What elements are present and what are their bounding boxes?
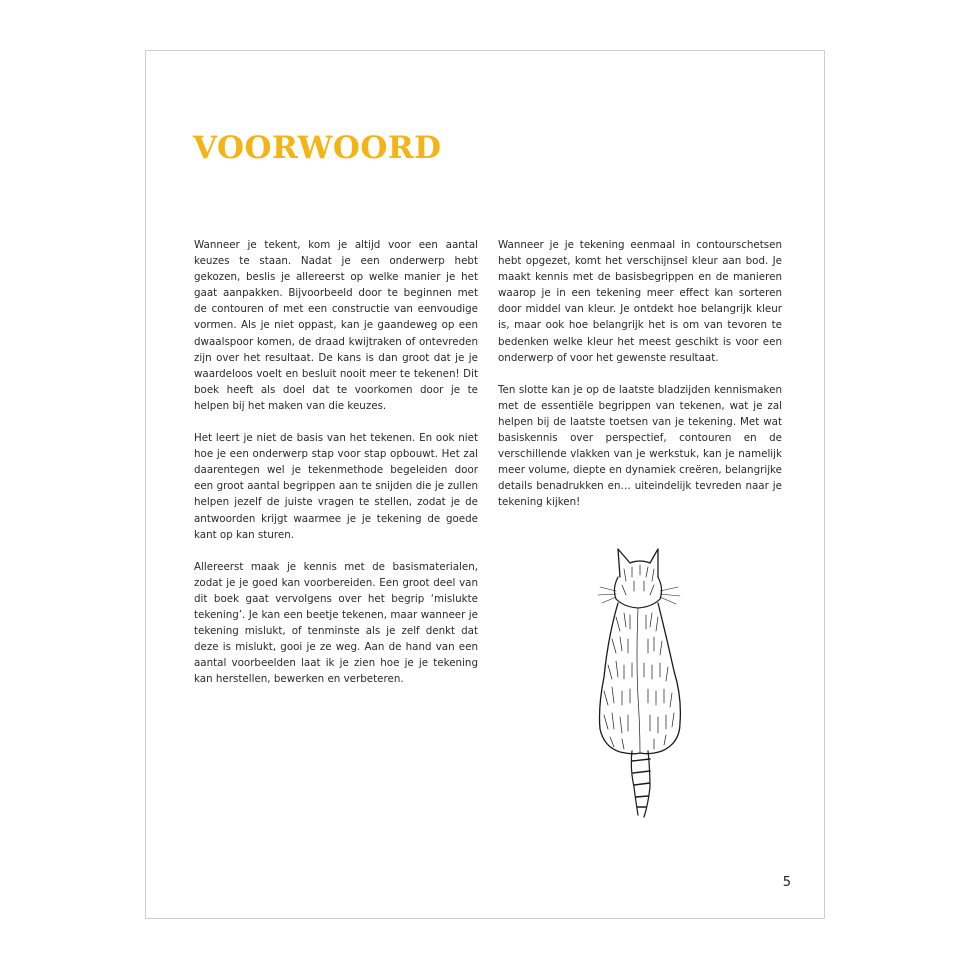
page-title: VOORWOORD — [193, 130, 442, 166]
right-column — [498, 237, 782, 527]
paragraph: Wanneer je je tekening eenmaal in contourschetsen hebt opgezet, komt het verschijnsel kleur aan bod. Je maakt kennis met de basisbegrippen en de manieren waarop je in een tekening meer effect kan sorteren door middel van kleur. Je ontdekt hoe belangrijk kleur is, maar ook hoe belangrijk het is om van tevoren te bedenken welke kleur het meest geschikt is voor een onderwerp of voor het gewenste resultaat. — [498, 239, 782, 364]
cat-sketch-icon — [594, 547, 686, 822]
paragraph: Wanneer je tekent, kom je altijd voor een aantal keuzes te staan. Nadat je een onderwerp hebt gekozen, beslis je allereerst op welke manier je het gaat aanpakken. Bijvoorbeeld door te beginnen met de contouren of met een constructie van eenvoudige vormen. Als je niet oppast, kan je gaandeweg op een dwaalspoor komen, de draad kwijtraken of ontevreden zijn over het resultaat. De kans is dan groot dat je je waardeloos voelt en besluit nooit meer te tekenen! Dit boek heeft als doel dat te voorkomen door je te helpen bij het maken van die keuzes. — [194, 239, 478, 412]
page-number: 5 — [782, 875, 791, 890]
paragraph: Allereerst maak je kennis met de basismaterialen, zodat je je goed kan voorbereiden. Een groot deel van dit boek gaat vervolgens over het begrip ‘mislukte tekening’. Je kan een beetje tekenen, maar wanneer je tekening mislukt, of tenminste als je zelf denkt dat deze is mislukt, gooi je ze weg. Aan de hand van een aantal voorbeelden laat ik je zien hoe je je tekening kan herstellen, bewerken en verbeteren. — [194, 560, 478, 686]
left-column — [194, 237, 478, 703]
book-page — [145, 50, 825, 919]
paragraph: Het leert je niet de basis van het tekenen. En ook niet hoe je een onderwerp stap voor stap opbouwt. Het zal daarentegen wel je tekenmethode begeleiden door een groot aantal begrippen aan te snijden die je zullen helpen jezelf de juiste vragen te stellen, zodat je de antwoorden krijgt waarmee je je tekening de goede kant op kan sturen. — [194, 432, 478, 541]
paragraph: Ten slotte kan je op de laatste bladzijden kennismaken met de essentiële begrippen van tekenen, wat je zal helpen bij de laatste toetsen van je tekening. Met wat basiskennis over perspectief, contouren en de verschillende vlakken van je werkstuk, kan je namelijk meer volume, diepte en dynamiek creëren, belangrijke details benadrukken en… uiteindelijk tevreden naar je tekening kijken! — [498, 383, 782, 509]
